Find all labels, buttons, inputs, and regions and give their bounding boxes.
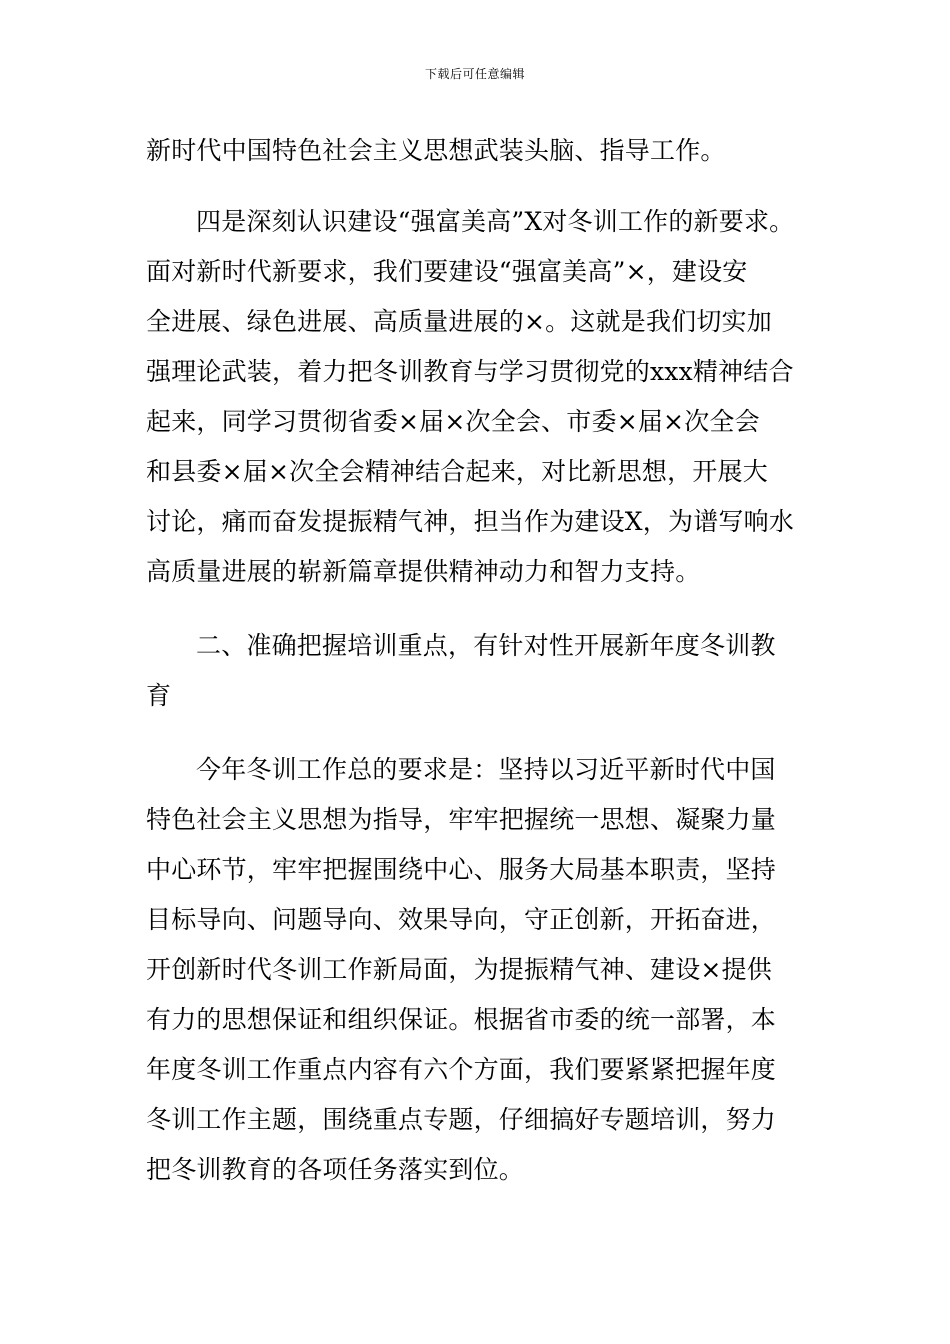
text-line: 目标导向、问题导向、效果导向，守正创新，开拓奋进， [146, 905, 777, 934]
text-line: 把冬训教育的各项任务落实到位。 [146, 1155, 525, 1184]
text-line: 冬训工作主题，围绕重点专题，仔细搞好专题培训，努力 [146, 1105, 777, 1134]
text-line: 中心环节，牢牢把握围绕中心、服务大局基本职责，坚持 [146, 855, 777, 884]
paragraph-first-line: 四是深刻认识建设“强富美高”X对冬训工作的新要求。 [196, 207, 795, 236]
text-line: 开创新时代冬训工作新局面，为提振精气神、建设×提供 [146, 955, 772, 984]
section-heading-continued: 育 [146, 681, 172, 710]
text-line: 起来，同学习贯彻省委×届×次全会、市委×届×次全会 [146, 407, 760, 436]
text-line: 讨论，痛而奋发提振精气神，担当作为建设X，为谱写响水 [146, 507, 795, 536]
text-line: 新时代中国特色社会主义思想武装头脑、指导工作。 [146, 136, 726, 165]
text-line: 有力的思想保证和组织保证。根据省市委的统一部署，本 [146, 1005, 777, 1034]
page-header: 下载后可任意编辑 [424, 67, 525, 81]
text-line: 特色社会主义思想为指导，牢牢把握统一思想、凝聚力量 [146, 805, 777, 834]
text-line: 高质量进展的崭新篇章提供精神动力和智力支持。 [146, 557, 701, 586]
text-line: 面对新时代新要求，我们要建设“强富美高”×，建设安 [146, 257, 748, 286]
text-line: 强理论武装，着力把冬训教育与学习贯彻党的xxx精神结合 [146, 357, 794, 386]
paragraph-first-line: 今年冬训工作总的要求是：坚持以习近平新时代中国 [196, 755, 776, 784]
text-line: 年度冬训工作重点内容有六个方面，我们要紧紧把握年度 [146, 1055, 777, 1084]
section-heading: 二、准确把握培训重点，有针对性开展新年度冬训教 [196, 631, 776, 660]
text-line: 和县委×届×次全会精神结合起来，对比新思想，开展大 [146, 457, 768, 486]
text-line: 全进展、绿色进展、高质量进展的×。这就是我们切实加 [146, 307, 772, 336]
